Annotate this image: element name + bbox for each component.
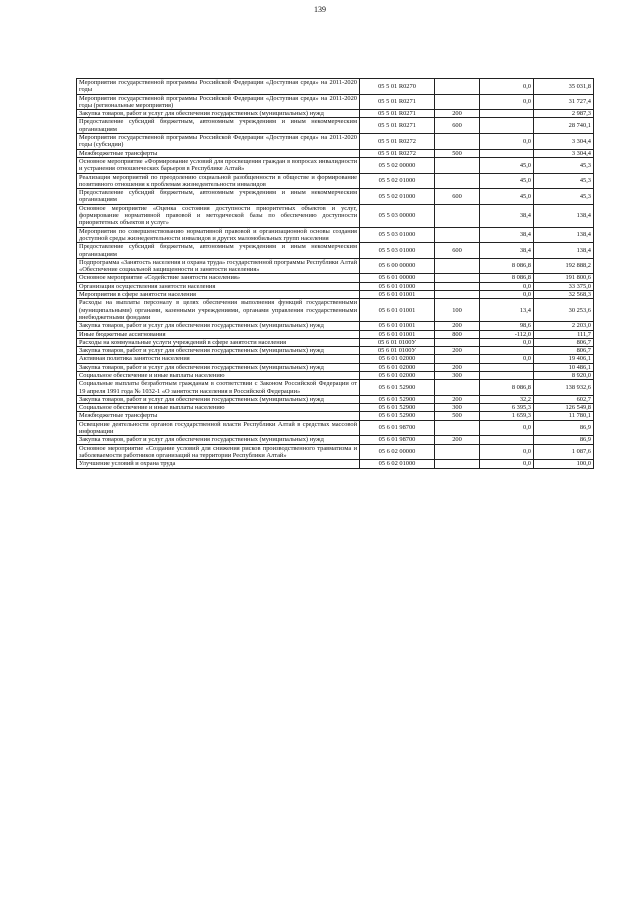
- row-amount-change: [480, 371, 534, 379]
- row-amount-change: 8 086,8: [480, 258, 534, 274]
- row-name: Основное мероприятие «Формирование условий для просвещения граждан в вопросах инвалидности и устранения отношенческих барьеров в Республике Алтай»: [77, 157, 360, 173]
- table-row: [77, 412, 594, 420]
- row-amount-change: 0,0: [480, 355, 534, 363]
- row-amount-change: [480, 436, 534, 444]
- row-name: Мероприятия государственной программы Российской Федерации «Доступная среда» на 2011-2020 годы: [77, 79, 360, 95]
- row-code: 05 5 03 00000: [360, 204, 435, 227]
- row-expense-type: [435, 204, 480, 227]
- table-row: [77, 363, 594, 371]
- row-expense-type: [435, 460, 480, 468]
- row-name: Основное мероприятие «Создание условий для снижения рисков производственного травматизма и заболеваемости работников организаций на территории Республики Алтай»: [77, 444, 360, 460]
- row-amount-total: 126 549,8: [534, 404, 594, 412]
- table-row: [77, 330, 594, 338]
- row-code: 05 5 02 00000: [360, 157, 435, 173]
- row-amount-total: 45,3: [534, 189, 594, 205]
- row-name: Расходы на выплаты персоналу в целях обеспечения выполнения функций государственными (муниципальными) органами, казенными учреждениями, органами управления государственными внебюджетными фондами: [77, 299, 360, 322]
- row-name: Основное мероприятие «Содействие занятости населения»: [77, 274, 360, 282]
- row-amount-change: 45,0: [480, 157, 534, 173]
- row-expense-type: 600: [435, 118, 480, 134]
- row-name: Социальное обеспечение и иные выплаты населению: [77, 371, 360, 379]
- row-amount-change: -112,0: [480, 330, 534, 338]
- table-row: [77, 258, 594, 274]
- row-code: 05 6 01 01001: [360, 291, 435, 299]
- row-code: 05 6 02 01000: [360, 460, 435, 468]
- row-code: 05 5 03 01000: [360, 243, 435, 259]
- row-name: Мероприятия по совершенствованию нормативной правовой и организационной основы создания доступной среды жизнедеятельности инвалидов и других маломобильных групп населения: [77, 227, 360, 243]
- row-name: Реализация мероприятий по преодолению социальной разобщенности в обществе и формирование позитивного отношения к проблемам жизнедеятельности инвалидов: [77, 173, 360, 189]
- row-amount-change: 38,4: [480, 204, 534, 227]
- row-name: Закупка товаров, работ и услуг для обеспечения государственных (муниципальных) нужд: [77, 363, 360, 371]
- row-amount-total: 806,7: [534, 338, 594, 346]
- row-amount-change: 0,0: [480, 444, 534, 460]
- table-row: [77, 110, 594, 118]
- row-code: 05 5 01 R0271: [360, 110, 435, 118]
- row-expense-type: 500: [435, 412, 480, 420]
- row-amount-total: 28 740,1: [534, 118, 594, 134]
- row-code: 05 6 01 0100У: [360, 338, 435, 346]
- table-row: [77, 436, 594, 444]
- row-amount-change: [480, 149, 534, 157]
- budget-table-body: [77, 79, 594, 469]
- row-amount-total: 45,3: [534, 173, 594, 189]
- table-row: [77, 420, 594, 436]
- row-expense-type: 200: [435, 347, 480, 355]
- row-expense-type: [435, 355, 480, 363]
- row-expense-type: 200: [435, 395, 480, 403]
- row-amount-total: 1 087,6: [534, 444, 594, 460]
- row-amount-total: 2 203,0: [534, 322, 594, 330]
- row-amount-total: 192 888,2: [534, 258, 594, 274]
- row-amount-change: 0,0: [480, 79, 534, 95]
- row-amount-total: 35 031,8: [534, 79, 594, 95]
- row-expense-type: [435, 380, 480, 396]
- row-expense-type: 600: [435, 243, 480, 259]
- row-name: Закупка товаров, работ и услуг для обеспечения государственных (муниципальных) нужд: [77, 347, 360, 355]
- row-amount-change: 0,0: [480, 338, 534, 346]
- row-amount-total: 602,7: [534, 395, 594, 403]
- row-amount-total: 86,9: [534, 420, 594, 436]
- row-name: Освещение деятельности органов государственной власти Республики Алтай в средствах массовой информации: [77, 420, 360, 436]
- row-name: Мероприятия в сфере занятости населения: [77, 291, 360, 299]
- row-amount-total: 138 932,6: [534, 380, 594, 396]
- row-code: 05 5 01 R0272: [360, 149, 435, 157]
- row-name: Улучшение условий и охрана труда: [77, 460, 360, 468]
- table-row: [77, 355, 594, 363]
- row-name: Активная политика занятости населения: [77, 355, 360, 363]
- row-code: 05 5 02 01000: [360, 173, 435, 189]
- row-expense-type: 200: [435, 363, 480, 371]
- row-amount-change: [480, 118, 534, 134]
- table-row: [77, 189, 594, 205]
- table-row: [77, 173, 594, 189]
- row-amount-change: 8 086,8: [480, 380, 534, 396]
- row-expense-type: 600: [435, 189, 480, 205]
- row-amount-total: 3 304,4: [534, 134, 594, 150]
- row-code: 05 6 01 00000: [360, 274, 435, 282]
- row-amount-change: [480, 110, 534, 118]
- row-code: 05 6 01 01001: [360, 322, 435, 330]
- row-expense-type: [435, 338, 480, 346]
- row-expense-type: [435, 258, 480, 274]
- row-expense-type: 200: [435, 436, 480, 444]
- row-amount-change: 1 659,3: [480, 412, 534, 420]
- row-amount-change: [480, 347, 534, 355]
- row-amount-change: 32,2: [480, 395, 534, 403]
- row-expense-type: [435, 227, 480, 243]
- table-row: [77, 380, 594, 396]
- row-amount-total: 138,4: [534, 204, 594, 227]
- row-code: 05 6 01 0100У: [360, 347, 435, 355]
- row-expense-type: [435, 282, 480, 290]
- row-code: 05 6 01 52900: [360, 404, 435, 412]
- row-expense-type: 200: [435, 322, 480, 330]
- row-amount-total: 45,3: [534, 157, 594, 173]
- row-amount-total: 30 253,6: [534, 299, 594, 322]
- row-name: Закупка товаров, работ и услуг для обеспечения государственных (муниципальных) нужд: [77, 322, 360, 330]
- table-row: [77, 291, 594, 299]
- row-expense-type: [435, 420, 480, 436]
- table-row: [77, 79, 594, 95]
- row-code: 05 5 01 R0271: [360, 94, 435, 110]
- page-number: 139: [314, 5, 326, 14]
- row-code: 05 5 02 01000: [360, 189, 435, 205]
- row-name: Закупка товаров, работ и услуг для обеспечения государственных (муниципальных) нужд: [77, 110, 360, 118]
- table-row: [77, 299, 594, 322]
- row-amount-change: 0,0: [480, 134, 534, 150]
- row-name: Предоставление субсидий бюджетным, автономным учреждениям и иным некоммерческим организациям: [77, 189, 360, 205]
- row-code: 05 5 01 R0271: [360, 118, 435, 134]
- row-amount-change: 45,0: [480, 173, 534, 189]
- row-amount-change: 0,0: [480, 291, 534, 299]
- row-name: Закупка товаров, работ и услуг для обеспечения государственных (муниципальных) нужд: [77, 436, 360, 444]
- row-amount-total: 806,7: [534, 347, 594, 355]
- table-row: [77, 94, 594, 110]
- row-code: 05 5 01 R0272: [360, 134, 435, 150]
- table-row: [77, 274, 594, 282]
- table-row: [77, 282, 594, 290]
- row-amount-change: 8 086,8: [480, 274, 534, 282]
- row-expense-type: 100: [435, 299, 480, 322]
- table-row: [77, 204, 594, 227]
- row-amount-total: 10 486,1: [534, 363, 594, 371]
- row-expense-type: [435, 444, 480, 460]
- row-amount-change: 0,0: [480, 420, 534, 436]
- row-amount-change: 0,0: [480, 94, 534, 110]
- row-amount-change: 0,0: [480, 282, 534, 290]
- table-row: [77, 322, 594, 330]
- row-name: Мероприятия государственной программы Российской Федерации «Доступная среда» на 2011-2020 годы (региональные мероприятия): [77, 94, 360, 110]
- row-amount-total: 32 568,3: [534, 291, 594, 299]
- budget-table: [76, 78, 594, 469]
- row-amount-change: [480, 363, 534, 371]
- table-row: [77, 149, 594, 157]
- row-amount-total: 8 920,0: [534, 371, 594, 379]
- row-code: 05 6 01 01001: [360, 330, 435, 338]
- table-row: [77, 460, 594, 468]
- row-amount-total: 111,7: [534, 330, 594, 338]
- row-expense-type: 300: [435, 404, 480, 412]
- row-code: 05 6 00 00000: [360, 258, 435, 274]
- row-name: Расходы на коммунальные услуги учреждений в сфере занятости населения: [77, 338, 360, 346]
- row-code: 05 6 01 01000: [360, 282, 435, 290]
- row-name: Межбюджетные трансферты: [77, 412, 360, 420]
- row-name: Организация осуществления занятости населения: [77, 282, 360, 290]
- row-amount-total: 191 800,6: [534, 274, 594, 282]
- row-amount-total: 138,4: [534, 227, 594, 243]
- row-amount-total: 11 780,1: [534, 412, 594, 420]
- row-name: Мероприятия государственной программы Российской Федерации «Доступная среда» на 2011-2020 годы (субсидии): [77, 134, 360, 150]
- row-expense-type: [435, 291, 480, 299]
- row-name: Закупка товаров, работ и услуг для обеспечения государственных (муниципальных) нужд: [77, 395, 360, 403]
- table-row: [77, 338, 594, 346]
- row-amount-total: 3 304,4: [534, 149, 594, 157]
- table-row: [77, 444, 594, 460]
- row-amount-total: 100,0: [534, 460, 594, 468]
- row-expense-type: [435, 79, 480, 95]
- row-name: Предоставление субсидий бюджетным, автономным учреждениям и иным некоммерческим организациям: [77, 243, 360, 259]
- row-code: 05 6 01 52900: [360, 412, 435, 420]
- row-expense-type: 200: [435, 110, 480, 118]
- row-expense-type: 300: [435, 371, 480, 379]
- row-name: Основное мероприятие «Оценка состояния доступности приоритетных объектов и услуг, формирование нормативной правовой и методической базы по обеспечению доступности приоритетных объектов и услуг»: [77, 204, 360, 227]
- row-code: 05 5 03 01000: [360, 227, 435, 243]
- row-amount-total: 138,4: [534, 243, 594, 259]
- row-name: Иные бюджетные ассигнования: [77, 330, 360, 338]
- row-amount-change: 38,4: [480, 243, 534, 259]
- row-amount-total: 86,9: [534, 436, 594, 444]
- row-amount-change: 13,4: [480, 299, 534, 322]
- row-code: 05 6 01 52900: [360, 380, 435, 396]
- table-row: [77, 371, 594, 379]
- table-row: [77, 395, 594, 403]
- row-code: 05 6 01 02000: [360, 363, 435, 371]
- table-row: [77, 134, 594, 150]
- row-code: 05 6 01 02000: [360, 371, 435, 379]
- row-name: Предоставление субсидий бюджетным, автономным учреждениям и иным некоммерческим организациям: [77, 118, 360, 134]
- row-amount-change: 0,0: [480, 460, 534, 468]
- row-name: Социальные выплаты безработным гражданам в соответствии с Законом Российской Федерации от 19 апреля 1991 года № 1032-1 «О занятости населения в Российской Федерации»: [77, 380, 360, 396]
- row-expense-type: [435, 274, 480, 282]
- row-code: 05 6 01 02000: [360, 355, 435, 363]
- row-amount-change: 38,4: [480, 227, 534, 243]
- row-name: Подпрограмма «Занятость населения и охрана труда» государственной программы Республики Алтай «Обеспечение социальной защищенности и занятости населения»: [77, 258, 360, 274]
- row-expense-type: [435, 173, 480, 189]
- row-amount-change: 45,0: [480, 189, 534, 205]
- row-expense-type: 500: [435, 149, 480, 157]
- row-amount-total: 31 727,4: [534, 94, 594, 110]
- row-amount-total: 2 987,3: [534, 110, 594, 118]
- row-expense-type: [435, 157, 480, 173]
- row-amount-change: 6 395,3: [480, 404, 534, 412]
- row-code: 05 6 02 00000: [360, 444, 435, 460]
- row-name: Межбюджетные трансферты: [77, 149, 360, 157]
- row-expense-type: 800: [435, 330, 480, 338]
- table-row: [77, 404, 594, 412]
- table-row: [77, 157, 594, 173]
- row-code: 05 6 01 98700: [360, 420, 435, 436]
- row-amount-total: 33 375,0: [534, 282, 594, 290]
- row-code: 05 6 01 98700: [360, 436, 435, 444]
- row-name: Социальное обеспечение и иные выплаты населению: [77, 404, 360, 412]
- row-expense-type: [435, 134, 480, 150]
- row-amount-total: 19 406,1: [534, 355, 594, 363]
- row-amount-change: 98,6: [480, 322, 534, 330]
- row-code: 05 5 01 R0270: [360, 79, 435, 95]
- table-row: [77, 227, 594, 243]
- row-code: 05 6 01 52900: [360, 395, 435, 403]
- row-expense-type: [435, 94, 480, 110]
- row-code: 05 6 01 01001: [360, 299, 435, 322]
- table-row: [77, 118, 594, 134]
- table-row: [77, 243, 594, 259]
- table-row: [77, 347, 594, 355]
